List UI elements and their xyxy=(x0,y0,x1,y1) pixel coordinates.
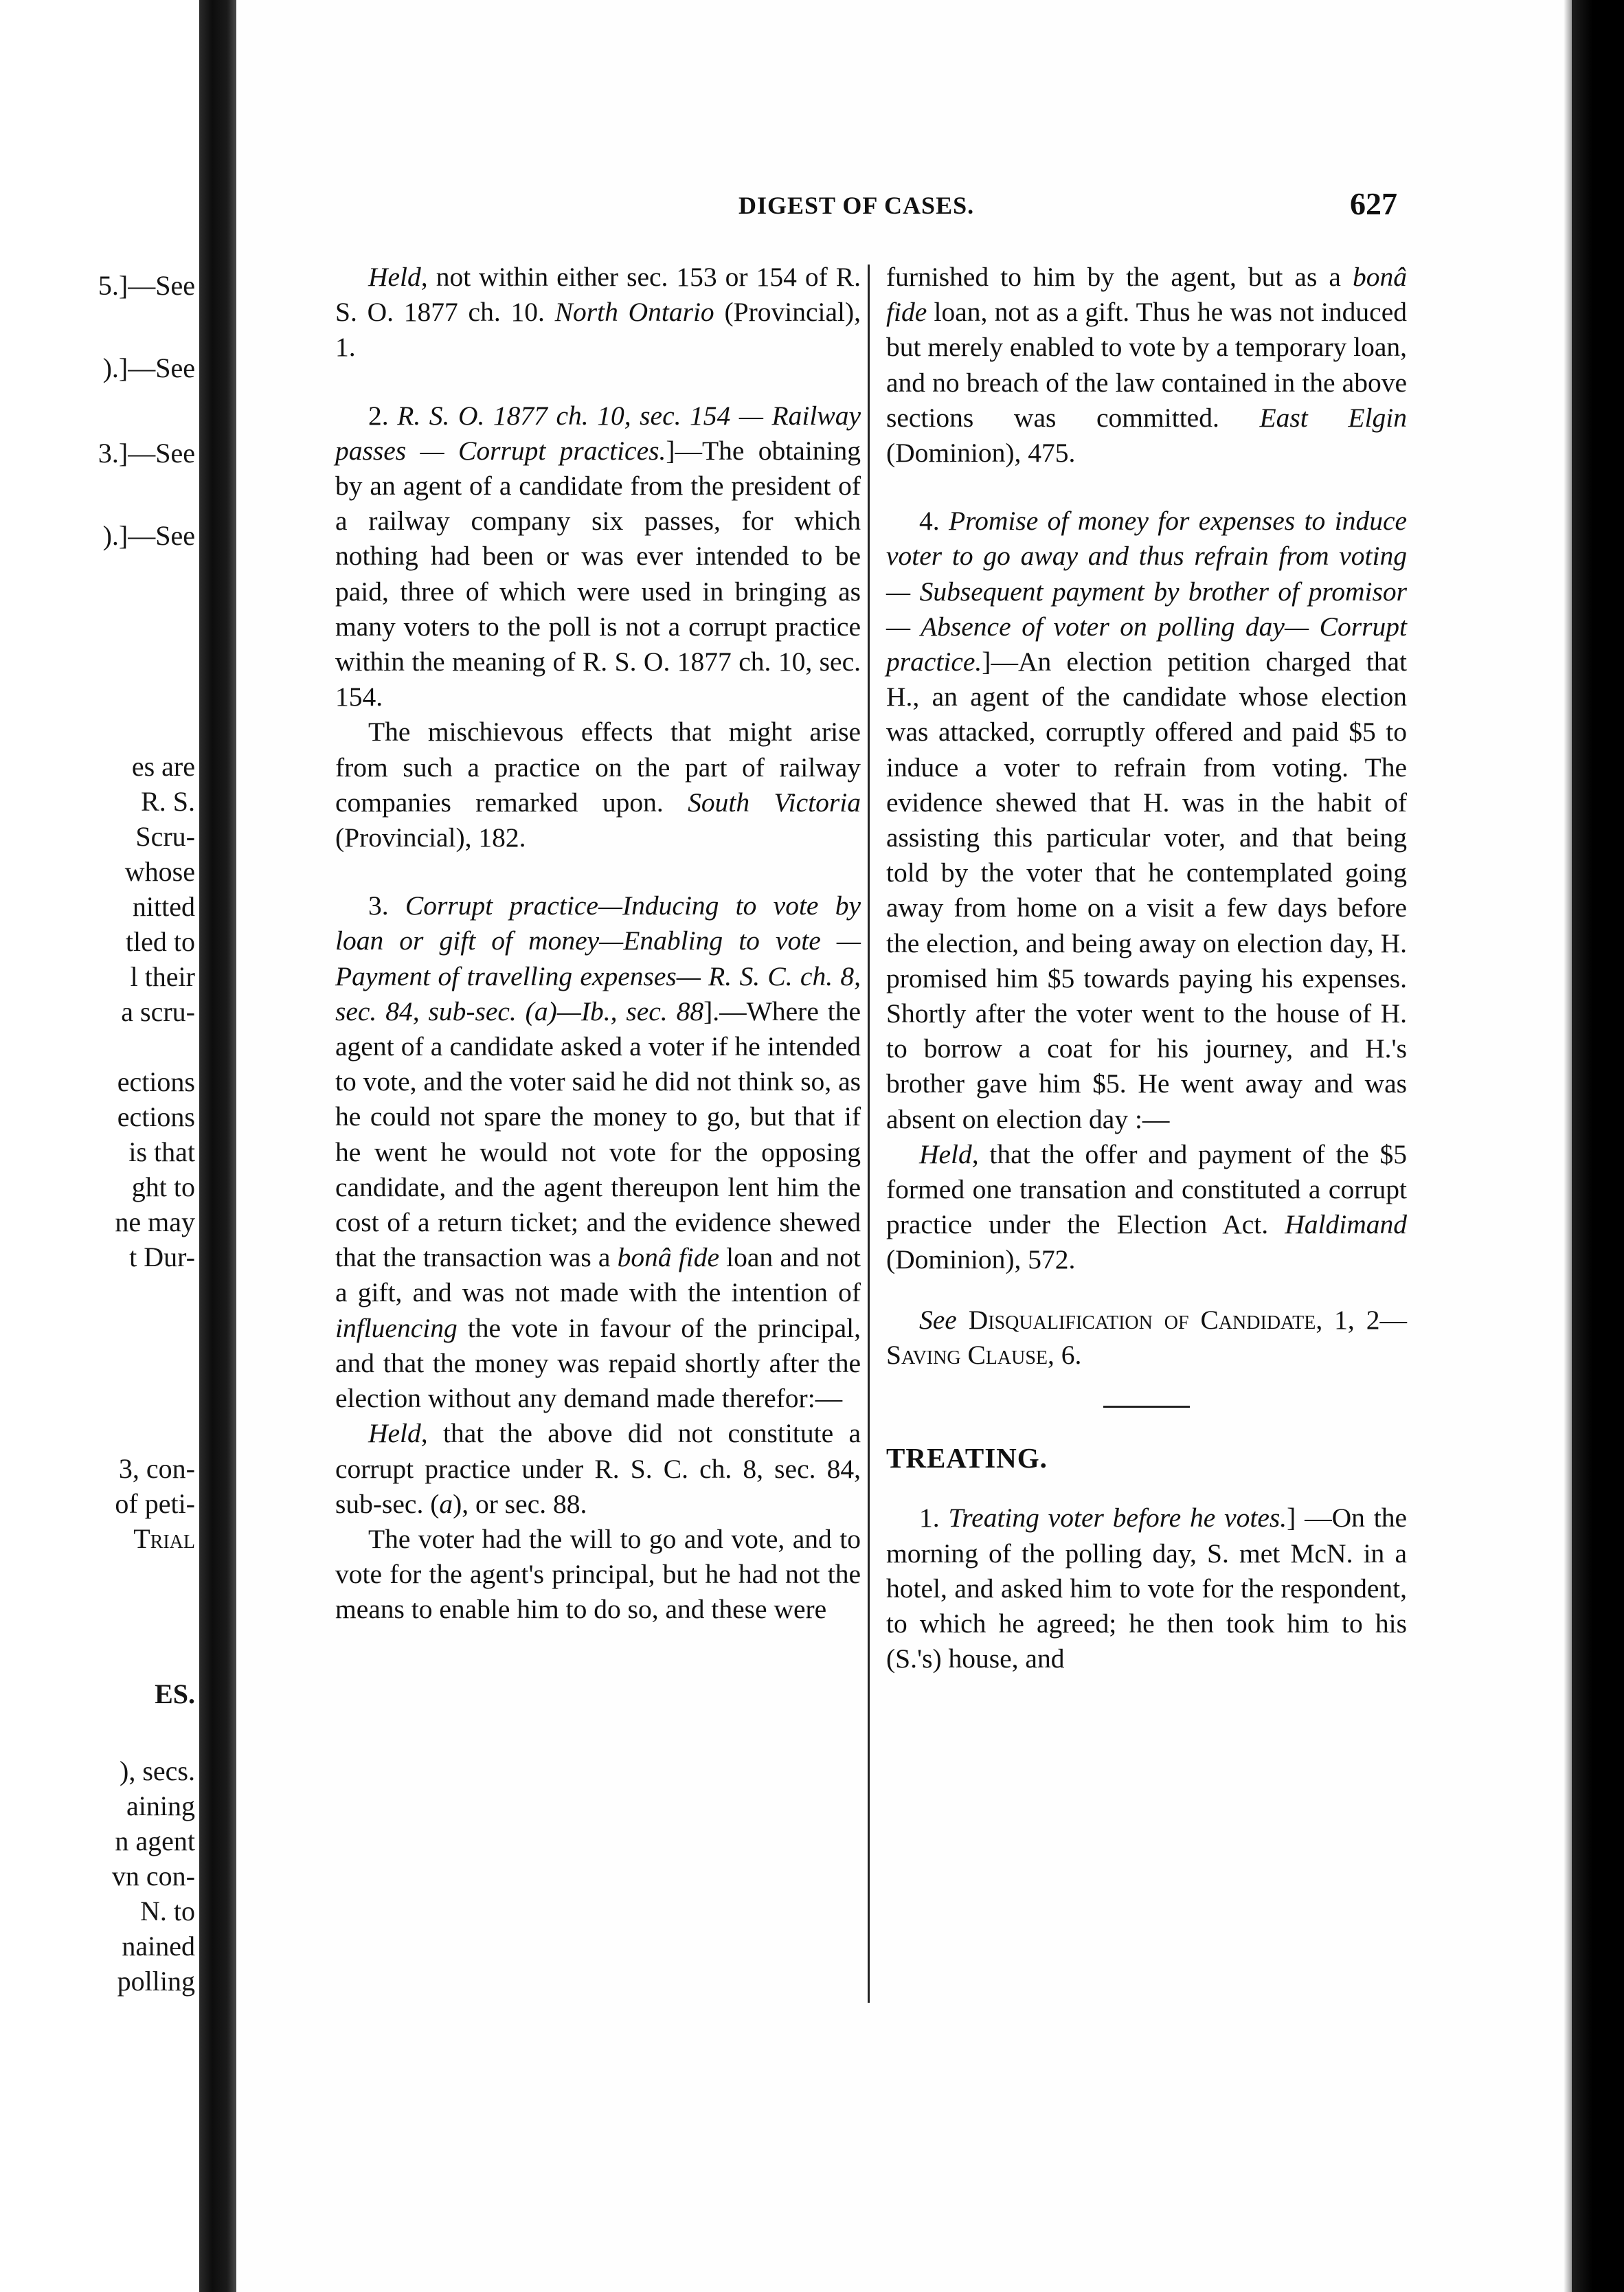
facing-page-fragment: Trial xyxy=(133,1523,195,1554)
latin-phrase: bonâ fide xyxy=(886,262,1407,328)
held-word: Held, xyxy=(368,262,428,292)
facing-page-fragment: nained xyxy=(122,1931,195,1962)
facing-page-fragment: R. S. xyxy=(141,786,195,817)
facing-page-fragment: tled to xyxy=(125,926,195,957)
paragraph-text: (Provincial), 182. xyxy=(335,822,526,853)
facing-page-fragment: ), secs. xyxy=(120,1755,195,1786)
facing-page-edge xyxy=(0,0,199,2292)
facing-page-fragment: Scru- xyxy=(135,821,195,852)
facing-page-fragment: polling xyxy=(117,1966,195,1997)
scan-border xyxy=(1572,0,1624,2292)
paragraph-text: (Dominion), 475. xyxy=(886,438,1076,469)
case-paragraph xyxy=(886,260,1407,471)
facing-page-fragment: ght to xyxy=(131,1171,195,1202)
entry-number: 2. xyxy=(368,400,398,431)
book-spine-shadow xyxy=(199,0,236,2292)
facing-page-fragment: ).]—See xyxy=(102,352,195,383)
entry-number: 1. xyxy=(919,1503,949,1533)
facing-page-fragment: N. to xyxy=(140,1896,195,1926)
case-name: South Victoria xyxy=(688,787,861,818)
facing-page-fragment: es are xyxy=(131,751,195,782)
running-title: DIGEST OF CASES. xyxy=(738,192,975,219)
facing-page-fragment: aining xyxy=(126,1790,195,1821)
emphasis-word: influencing xyxy=(335,1312,458,1343)
entry-number: 4. xyxy=(919,506,949,537)
facing-page-fragment: 3, con- xyxy=(118,1453,195,1484)
case-paragraph: The voter had the will to go and vote, and to vote for the agent's principal, but he had not the means to enable him to do so, and these were xyxy=(335,1523,861,1625)
facing-page-fragment: vn con- xyxy=(111,1861,195,1891)
case-name: Haldimand xyxy=(1285,1209,1407,1240)
left-column xyxy=(335,260,861,1628)
facing-page-fragment: a scru- xyxy=(121,996,195,1027)
facing-page-fragment: ES. xyxy=(155,1678,195,1709)
entry-title: Corrupt practice—Inducing to vote by loan or gift of money—Enabling to vote —Payment of travelling expenses— R. S. C. ch. 8, sec. 84, sub-sec. (a)—Ib., sec. 88 xyxy=(335,890,861,1026)
paragraph-text: that the offer and payment of the $5 formed one transation and constituted a corrupt practice under the Election Act. xyxy=(886,1138,1407,1240)
paragraph-text: that the above did not constitute a corrupt practice under R. S. C. ch. 8, sec. 84, sub-sec. ( xyxy=(335,1418,861,1519)
paragraph-text: loan, not as a gift. Thus he was not induced but merely enabled to vote by a temporary loan, and no breach of the law contained in the above sections was committed. xyxy=(886,297,1407,433)
entry-body: ]—An election petition charged that H., an agent of the candidate whose election was attacked, corruptly offered and paid $5 to induce a voter to refrain from voting. The evidence shewed that H. was in the habit of assisting this particular voter, and that being told by the voter that he contemplated going away from home on a visit a few days before the election, and being away on election day, H. promised him $5 towards paying his expenses. Shortly after the voter went to the house of H. to borrow a coat for his journey, and H.'s brother gave him $5. He went away and was absent on election day :— xyxy=(886,647,1407,1134)
latin-phrase: bonâ fide xyxy=(617,1242,719,1273)
case-name: North Ontario xyxy=(554,297,714,328)
paragraph-text: (Dominion), 572. xyxy=(886,1244,1076,1275)
facing-page-fragment: of peti- xyxy=(115,1488,195,1519)
entry-body: ]—The obtaining by an agent of a candidate from the president of a railway company six passes, for which nothing had been or was ever intended to be paid, three of which were used in bringing as many voters to the poll is not a corrupt practice within the meaning of R. S. O. 1877 ch. 10, sec. 154. xyxy=(335,435,861,712)
section-heading: TREATING. xyxy=(886,1442,1048,1474)
case-paragraph xyxy=(886,1137,1407,1278)
paragraph-text: The mischievous effects that might arise from such a practice on the part of railway companies remarked upon. xyxy=(335,717,861,818)
facing-page-fragment: nitted xyxy=(132,891,195,922)
facing-page-fragment: ).]—See xyxy=(102,520,195,551)
entry-body: loan and not a gift, and was not made with the intention of xyxy=(335,1242,861,1308)
held-word: Held, xyxy=(368,1418,428,1449)
facing-page-fragment: ne may xyxy=(115,1206,195,1237)
cross-reference xyxy=(886,1303,1407,1373)
facing-page-fragment: ections xyxy=(117,1066,195,1097)
case-entry-1 xyxy=(886,1501,1407,1676)
facing-page-fragment: 5.]—See xyxy=(98,270,195,301)
cross-reference-text: Disqualification of Candidate, 1, 2—Saving Clause, 6. xyxy=(886,1304,1407,1370)
page-edge-shade xyxy=(1564,0,1572,2292)
right-column xyxy=(886,260,1407,1676)
entry-title: Treating voter before he votes. xyxy=(948,1503,1287,1533)
case-entry-2 xyxy=(335,398,861,715)
case-paragraph xyxy=(335,715,861,855)
case-paragraph xyxy=(335,260,861,366)
column-rule xyxy=(868,265,870,2003)
paragraph-text: not within either sec. 153 or 154 of R. S. O. 1877 ch. 10. xyxy=(335,262,861,328)
page-number: 627 xyxy=(1350,186,1397,221)
entry-body: ].—Where the agent of a candidate asked a voter if he intended to vote, and the voter said he did not think so, as he could not spare the money to go, but that if he went he would not vote for the opposing candidate, and the agent thereupon lent him the cost of a return ticket; and the evidence shewed that the transaction was a xyxy=(335,996,861,1273)
facing-page-fragment: l their xyxy=(130,961,195,992)
facing-page-fragment: 3.]—See xyxy=(98,438,195,469)
entry-title: Promise of money for expenses to induce voter to go away and thus refrain from voting — Subsequent payment by brother of promisor— Absence of voter on polling day— Corrupt practice. xyxy=(886,506,1408,677)
entry-body: the vote in favour of the principal, and that the money was repaid shortly after the election without any demand made therefor:— xyxy=(335,1312,861,1414)
paragraph-text: ), or sec. 88. xyxy=(453,1488,587,1519)
see-word: See xyxy=(919,1304,957,1335)
case-name: East Elgin xyxy=(1259,402,1407,433)
held-word: Held, xyxy=(919,1138,979,1169)
entry-title: R. S. O. 1877 ch. 10, sec. 154 — Railway passes — Corrupt practices. xyxy=(335,400,861,466)
facing-page-fragment: whose xyxy=(124,856,195,887)
case-entry-3 xyxy=(335,888,861,1416)
paragraph-text: (Provincial), 1. xyxy=(335,297,861,363)
facing-page-fragment: ections xyxy=(117,1101,195,1132)
paragraph-text: a xyxy=(439,1488,453,1519)
facing-page-fragment: t Dur- xyxy=(129,1242,195,1272)
case-entry-4 xyxy=(886,504,1407,1137)
paragraph-text: furnished to him by the agent, but as a xyxy=(886,262,1353,292)
entry-body: ] —On the morning of the polling day, S. met McN. in a hotel, and asked him to vote for the respondent, to which he agreed; he then took him to his (S.'s) house, and xyxy=(886,1503,1408,1674)
entry-number: 3. xyxy=(368,890,405,921)
case-paragraph xyxy=(335,1416,861,1522)
facing-page-fragment: n agent xyxy=(115,1825,195,1856)
facing-page-fragment: is that xyxy=(128,1136,195,1167)
